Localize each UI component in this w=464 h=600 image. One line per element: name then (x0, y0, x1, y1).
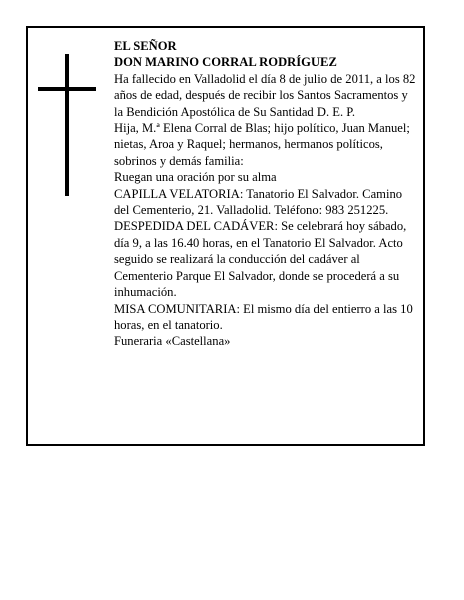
mass-info: MISA COMUNITARIA: El mismo día del entierro a las 10 horas, en el tanatorio. (114, 301, 413, 332)
latin-cross-icon (38, 54, 96, 196)
death-announcement: Ha fallecido en Valladolid el día 8 de julio de 2011, a los 82 años de edad, después de recibir los Santos Sacramentos y la Bendición Apostólica de Su Santidad D. E. P. (114, 71, 416, 119)
notice-title-line-1: EL SEÑOR (114, 39, 177, 53)
family-members: Hija, M.ª Elena Corral de Blas; hijo político, Juan Manuel; nietas, Aroa y Raquel; hermanos, hermanos políticos, sobrinos y demás familia: (114, 121, 410, 168)
cross-vertical-bar (65, 54, 69, 196)
chapel-info: CAPILLA VELATORIA: Tanatorio El Salvador. Camino del Cementerio, 21. Valladolid. Teléfono: 983 251225. (114, 186, 403, 218)
deceased-name: DON MARINO CORRAL RODRÍGUEZ (114, 55, 337, 70)
prayer-request: Ruegan una oración por su alma (114, 170, 277, 185)
funeral-home: Funeraria «Castellana» (114, 334, 231, 349)
farewell-info: DESPEDIDA DEL CADÁVER: Se celebrará hoy sábado, día 9, a las 16.40 horas, en el Tanatorio El Salvador. Acto seguido se realizará la conducción del cadáver al Cementerio Parque El Salvador, donde se procederá a su inhumación. (114, 219, 407, 300)
cross-horizontal-bar (38, 87, 96, 91)
obituary-text-block (114, 38, 416, 350)
